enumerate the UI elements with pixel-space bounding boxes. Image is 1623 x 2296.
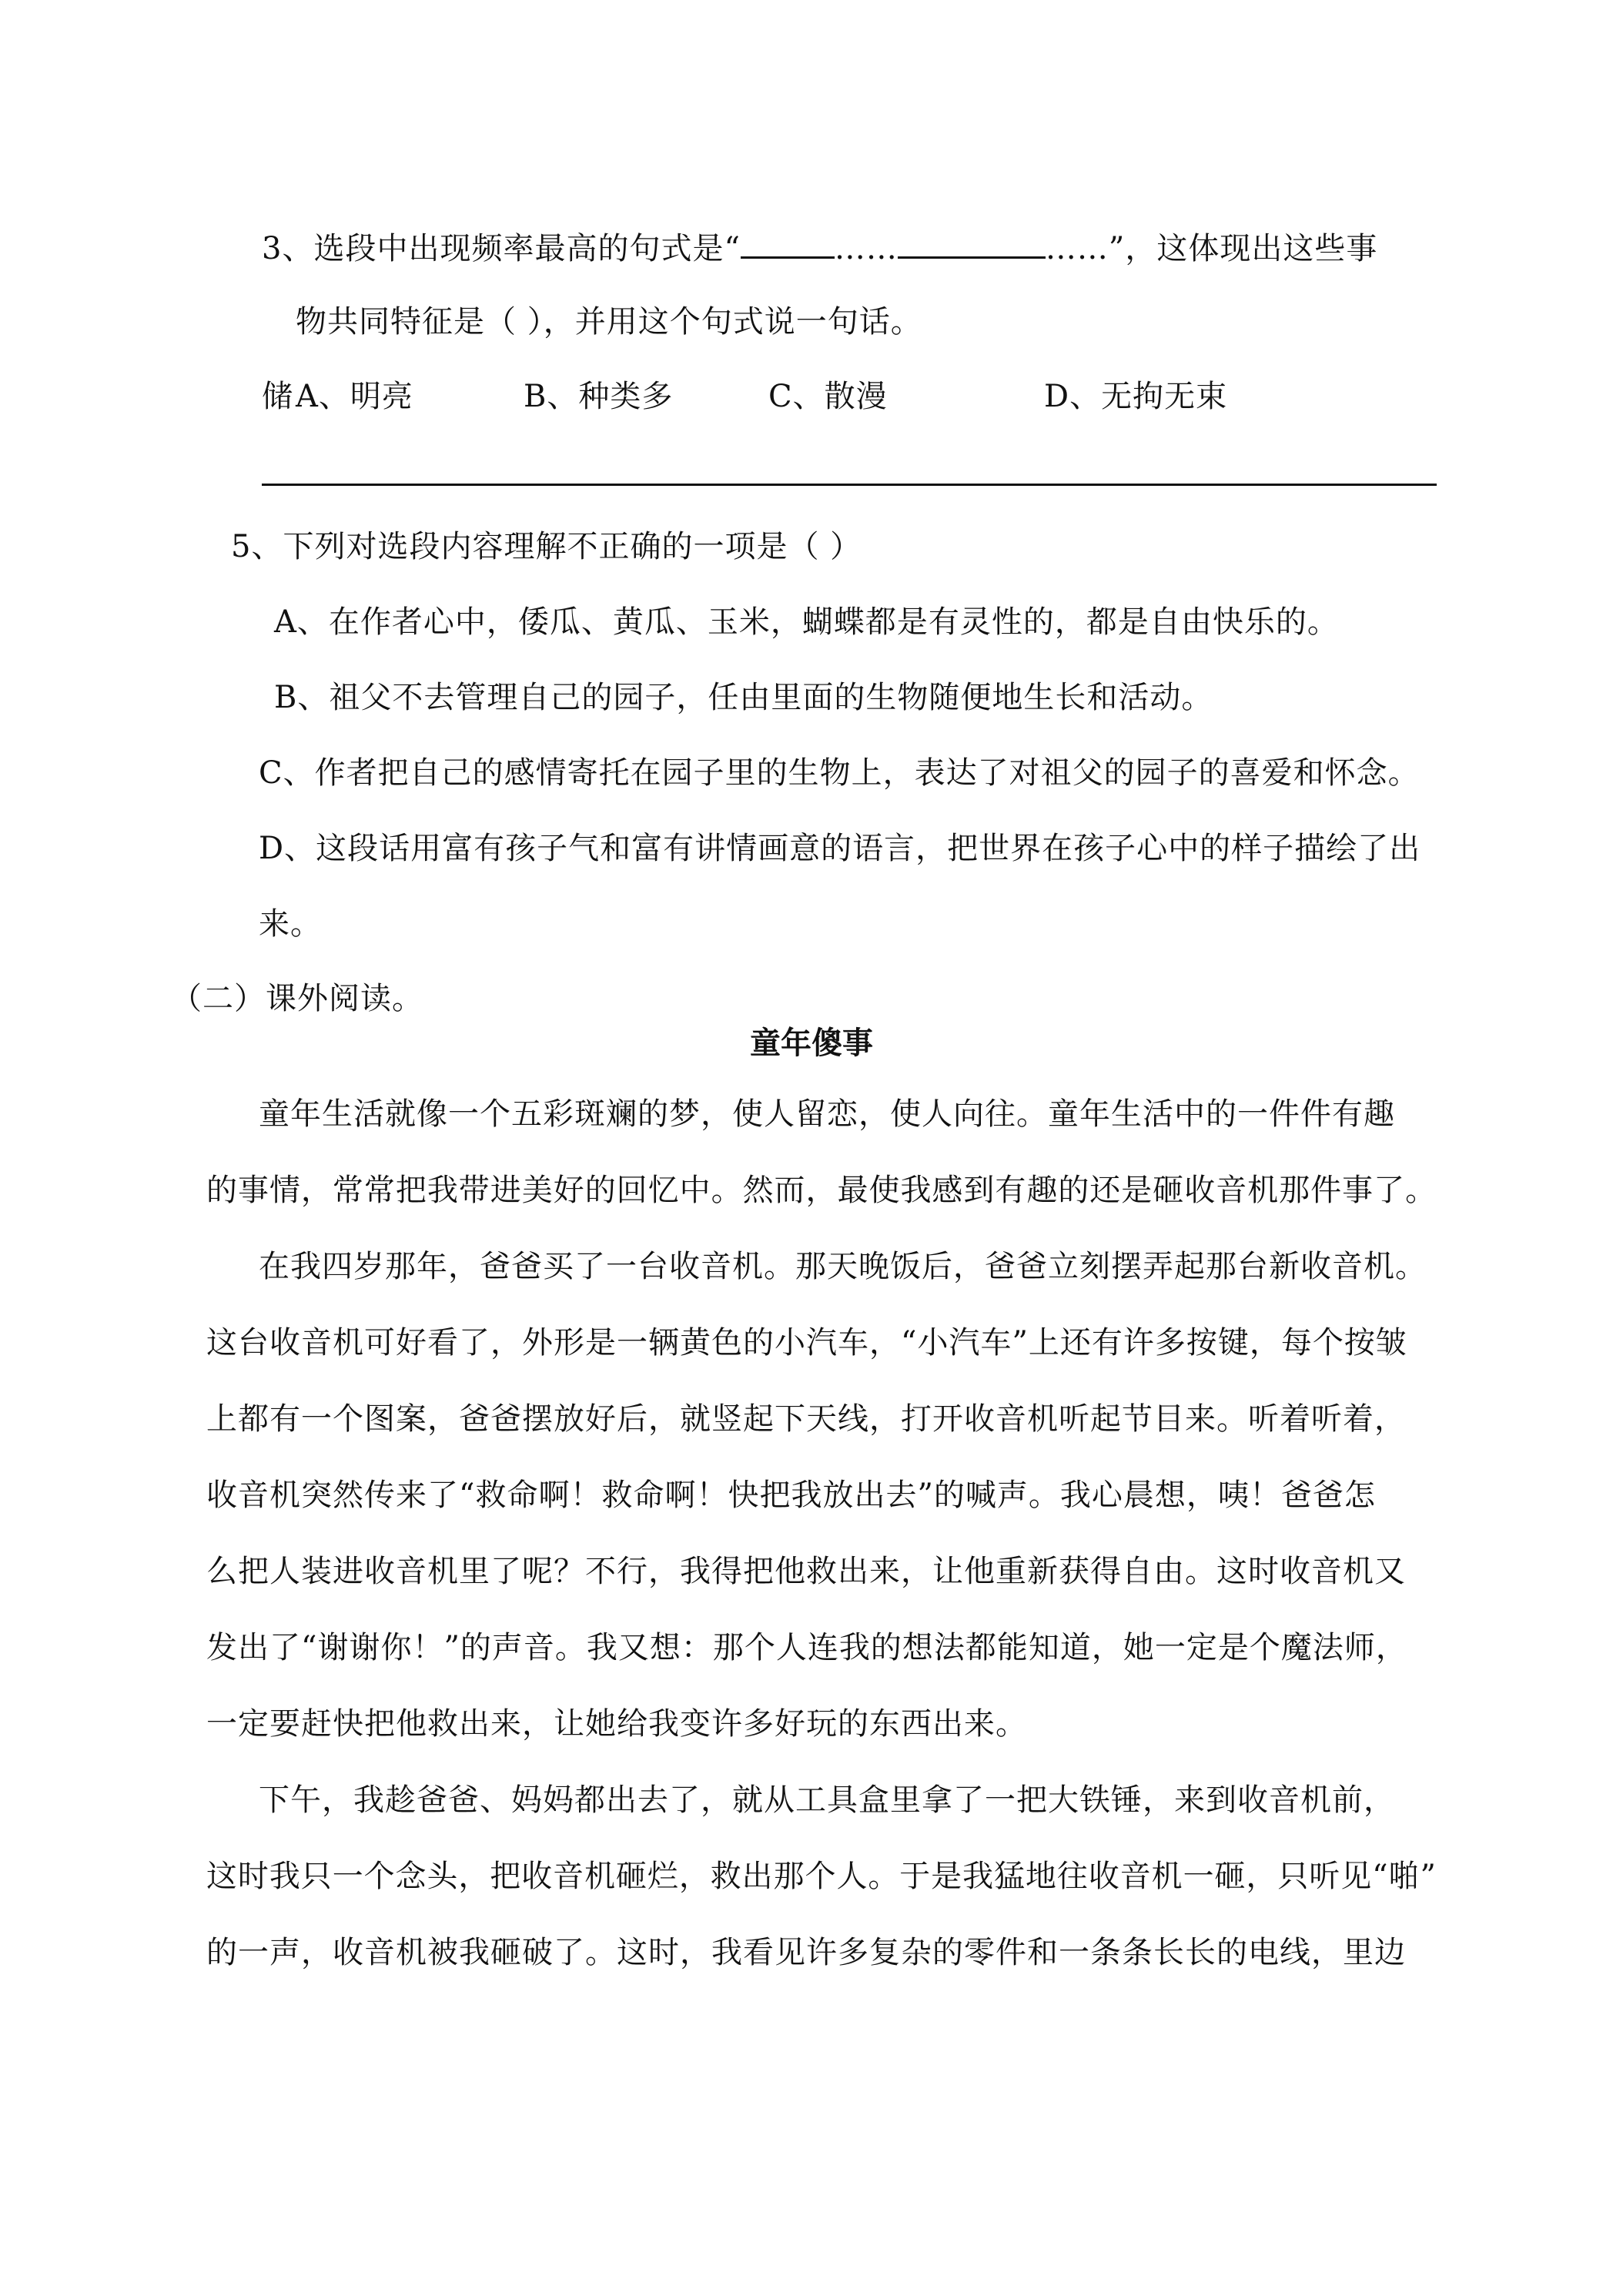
option-d: D、无拘无束 xyxy=(1044,379,1228,414)
section-heading: （二）课外阅读。 xyxy=(171,981,423,1016)
passage-line: 一定要赶快把他救出来，让她给我变许多好玩的东西出来。 xyxy=(206,1706,1027,1742)
question-3-text: 3、选段中出现频率最高的句式是“ xyxy=(262,231,741,266)
question-5-stem: 5、下列对选段内容理解不正确的一项是（ ） xyxy=(231,529,862,564)
option-b: B、种类多 xyxy=(524,379,674,414)
passage-line: 发出了“谢谢你！”的声音。我又想：那个人连我的想法都能知道，她一定是个魔法师， xyxy=(206,1630,1407,1665)
passage-line: 的事情，常常把我带进美好的回忆中。然而，最使我感到有趣的还是砸收音机那件事了。 xyxy=(206,1173,1437,1208)
fill-blank-1[interactable] xyxy=(741,229,835,259)
passage-line: 收音机突然传来了“救命啊！救命啊！快把我放出去”的喊声。我心晨想，咦！爸爸怎 xyxy=(206,1478,1376,1513)
passage-line: 在我四岁那年，爸爸买了一台收音机。那天晚饭后，爸爸立刻摆弄起那台新收音机。 xyxy=(259,1249,1427,1284)
passage-line: 这台收音机可好看了，外形是一辆黄色的小汽车，“小汽车”上还有许多按键，每个按皱 xyxy=(206,1325,1407,1361)
question-5-option-d: D、这段话用富有孩子气和富有讲情画意的语言，把世界在孩子心中的样子描绘了出 xyxy=(259,831,1421,866)
question-3-dots: …… xyxy=(834,231,898,266)
passage-line: 的一声，收音机被我砸破了。这时，我看见许多复杂的零件和一条条长长的电线，里边 xyxy=(206,1935,1406,1970)
question-3-text-end: ……”，这体现出这些事 xyxy=(1045,231,1378,266)
question-3-line-1 xyxy=(262,229,1377,264)
question-3-line-2: 物共同特征是（ ），并用这个句式说一句话。 xyxy=(296,304,922,340)
question-5-option-a: A、在作者心中，倭瓜、黄瓜、玉米，蝴蝶都是有灵性的，都是自由快乐的。 xyxy=(274,604,1339,640)
passage-line: 这时我只一个念头，把收音机砸烂，救出那个人。于是我猛地往收音机一砸，只听见“啪” xyxy=(206,1859,1437,1894)
option-a: A、明亮 xyxy=(296,379,413,414)
question-5-option-c: C、作者把自己的感情寄托在园子里的生物上，表达了对祖父的园子的喜爱和怀念。 xyxy=(259,755,1420,791)
fill-blank-2[interactable] xyxy=(898,229,1046,259)
question-5-option-b: B、祖父不去管理自己的园子，任由里面的生物随便地生长和活动。 xyxy=(274,680,1213,715)
question-5-option-d-cont: 来。 xyxy=(259,906,322,942)
passage-line: 上都有一个图案，爸爸摆放好后，就竖起下天线，打开收音机听起节目来。听着听着， xyxy=(206,1401,1406,1437)
passage-line: 么把人装进收音机里了呢？不行，我得把他救出来，让他重新获得自由。这时收音机又 xyxy=(206,1554,1406,1589)
question-3-option-prefix: 储 xyxy=(262,379,293,414)
passage-title: 童年傻事 xyxy=(750,1026,873,1061)
option-c: C、散漫 xyxy=(768,379,888,414)
answer-line[interactable] xyxy=(262,484,1437,486)
passage-line: 下午，我趁爸爸、妈妈都出去了，就从工具盒里拿了一把大铁锤，来到收音机前， xyxy=(259,1782,1395,1818)
passage-line: 童年生活就像一个五彩斑斓的梦，使人留恋，使人向往。童年生活中的一件件有趣 xyxy=(259,1096,1395,1132)
